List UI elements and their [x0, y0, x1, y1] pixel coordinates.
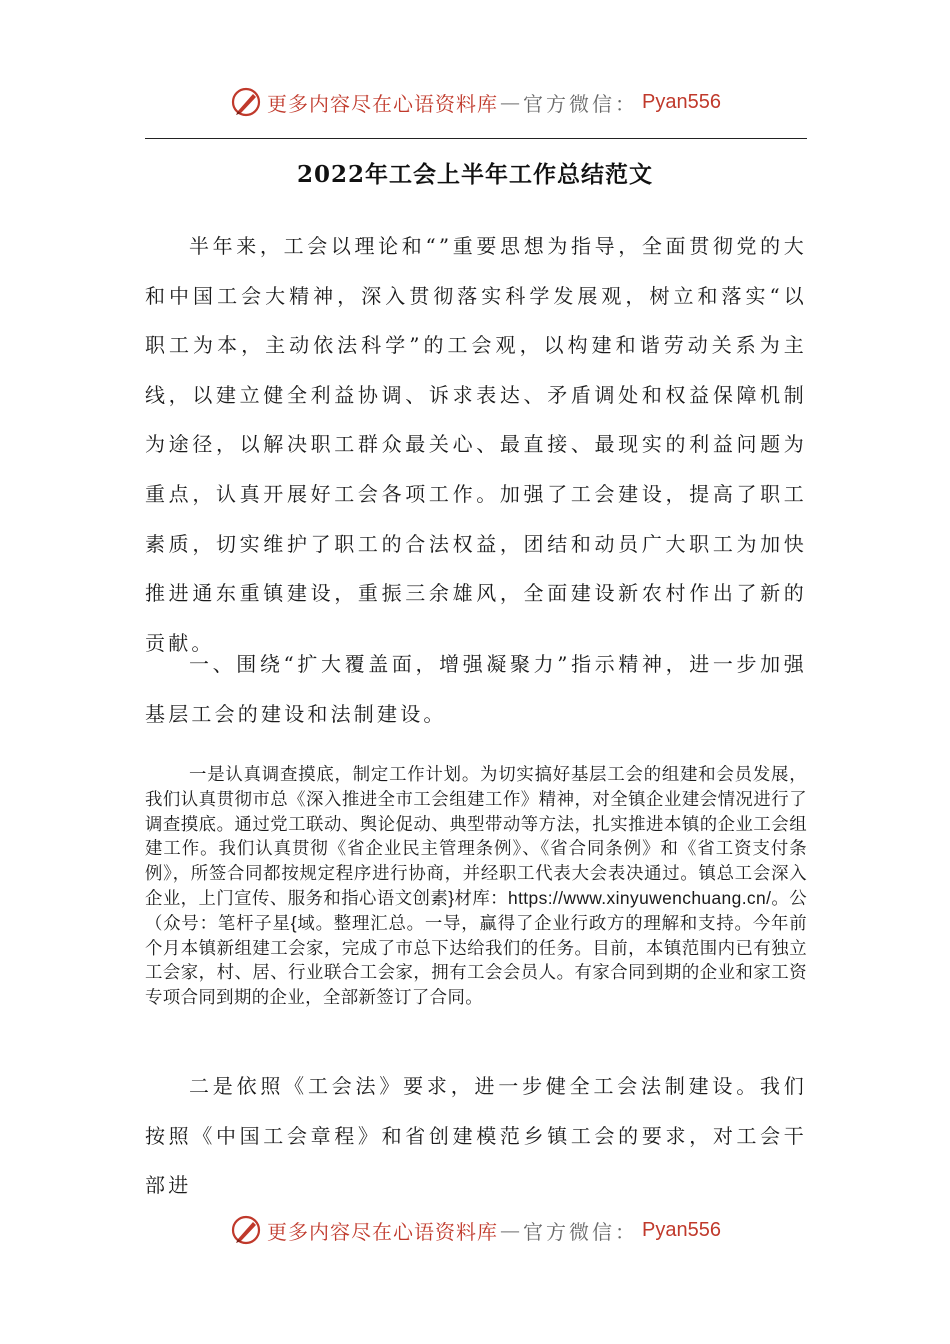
- paragraph-item-one: 一是认真调查摸底，制定工作计划。为切实搞好基层工会的组建和会员发展，我们认真贯彻市总《深入推进全市工会组建工作》精神，对全镇企业建会情况进行了调查摸底。通过党工联动、舆论促动、典型带动等方法，扎实推进本镇的企业工会组建工作。我们认真贯彻《省企业民主管理条例》、《省合同条例》和《省工资支付条例》，所签合同都按规定程序进行协商，并经职工代表大会表决通过。镇总工会深入企业，上门宣传、服务和指心语文创素}材库：https://www.xinyuwenchuang.cn/。公（众号：笔杆子星{域。整理汇总。一导，赢得了企业行政方的理解和支持。今年前个月本镇新组建工会家，完成了市总下达给我们的任务。目前，本镇范围内已有独立工会家，村、居、行业联合工会家，拥有工会会员人。有家合同到期的企业和家工资专项合同到期的企业，全部新签订了合同。: [145, 764, 807, 1008]
- banner-dash: —: [500, 1218, 522, 1242]
- pen-logo-icon: [229, 85, 263, 119]
- banner-wechat-id: Pyan556: [642, 90, 721, 113]
- paragraph-section-heading: 一、围绕“扩大覆盖面，增强凝聚力”指示精神，进一步加强基层工会的建设和法制建设。: [145, 652, 807, 726]
- banner-wechat-label: 官方微信：: [523, 91, 639, 116]
- paragraph-intro: 半年来，工会以理论和“”重要思想为指导，全面贯彻党的大和中国工会大精神，深入贯彻落实科学发展观，树立和落实“以职工为本，主动依法科学”的工会观，以构建和谐劳动关系为主线，以建立健全利益协调、诉求表达、矛盾调处和权益保障机制为途径，以解决职工群众最关心、最直接、最现实的利益问题为重点，认真开展好工会各项工作。加强了工会建设，提高了职工素质，切实维护了职工的合法权益，团结和动员广大职工为加快推进通东重镇建设，重振三余雄风，全面建设新农村作出了新的贡献。: [145, 234, 807, 655]
- banner-dash: —: [500, 90, 522, 114]
- banner-wechat-label: 官方微信：: [523, 1219, 639, 1244]
- banner-site-text: 更多内容尽在心语资料库: [267, 1219, 499, 1244]
- banner-site-text: 更多内容尽在心语资料库: [267, 91, 499, 116]
- banner-wechat-id: Pyan556: [642, 1218, 721, 1241]
- header-banner: [0, 82, 950, 122]
- document-title: 2022年工会上半年工作总结范文: [296, 161, 653, 188]
- header-divider: [145, 138, 807, 139]
- footer-banner: [0, 1210, 950, 1250]
- pen-logo-icon: [229, 1213, 263, 1247]
- paragraph-item-two: 二是依照《工会法》要求，进一步健全工会法制建设。我们按照《中国工会章程》和省创建模范乡镇工会的要求，对工会干部进: [145, 1074, 807, 1198]
